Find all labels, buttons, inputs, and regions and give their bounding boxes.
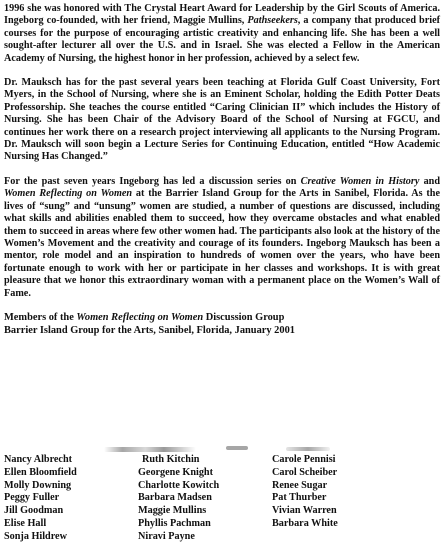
scan-artifact — [104, 447, 196, 452]
member-name: Barbara White — [272, 517, 338, 529]
paragraph-spacer — [4, 164, 440, 176]
member-name: Niravi Payne — [138, 530, 195, 542]
member-name: Phyllis Pachman — [138, 517, 211, 529]
member-name: Carole Pennisi — [272, 454, 336, 465]
member-name: Elise Hall — [4, 517, 47, 529]
member-name: Georgene Knight — [138, 466, 213, 478]
member-column-1 — [4, 454, 77, 544]
members-heading-text-2: Discussion Group — [203, 311, 285, 323]
paragraph-discussion-text-3: at the Barrier Island Group for the Arts in Sanibel, Florida. As the lives of “sung” and “unsung” women are studied, a number of questions are discussed, including what skills and abilities enabled them to succeed, how they overcame obstacles and what enabled them to succeed in areas where few other women had. The participants also look at the history of the Women’s Movement and the creativity and courage of its founders. Ingeborg Mauksch has been a mentor, role model and an inspiration to hundreds of women over the years, who have been fortunate enough to work with her or participate in her classes and workshops. It is with great pleasure that we honor this extraordinary woman with a permanent place on the Women’s Wall of Fame. — [4, 188, 440, 299]
member-name: Ellen Bloomfield — [4, 466, 77, 478]
scan-artifact — [286, 447, 330, 451]
member-name: Jill Goodman — [4, 505, 64, 517]
member-name: Sonja Hildrew — [4, 530, 67, 542]
member-name: Charlotte Kowitch — [138, 479, 220, 491]
women-reflecting-italic: Women Reflecting on Women — [4, 188, 133, 200]
members-heading-italic: Women Reflecting on Women — [76, 311, 204, 323]
creative-women-italic: Creative Women in History — [300, 175, 420, 187]
member-column-3 — [272, 454, 338, 531]
member-name: Pat Thurber — [272, 492, 327, 504]
members-subheading — [4, 325, 440, 338]
pathseekers-italic: Pathseekers — [247, 15, 298, 27]
member-name: Renee Sugar — [272, 479, 328, 491]
paragraph-teaching-text: Dr. Mauksch has for the past several years been teaching at Florida Gulf Coast University, Fort Myers, in the School of Nursing, where she is an Eminent Scholar, holding the Edith Potter Deats Professorship. She teaches the course entitled “Caring Clinician II” which includes the History of Nursing. She has been Chair of the Advisory Board of the School of Nursing at FGCU, and continues her work there on a research project interviewing all applicants to the Nursing Program. Dr. Mauksch will soon begin a Lecture Series for Continuing Education, entitled “How Academic Nursing Has Changed.” — [4, 77, 440, 163]
paragraph-awards — [4, 3, 440, 65]
member-column-2 — [138, 454, 219, 544]
member-name: Barbara Madsen — [138, 492, 212, 504]
member-name: Ruth Kitchin — [142, 454, 200, 465]
paragraph-discussion-text-1: For the past seven years Ingeborg has led a discussion series on — [4, 175, 301, 187]
members-heading-text-1: Members of the — [4, 311, 77, 323]
member-name: Carol Scheiber — [272, 466, 338, 478]
paragraph-awards-text-1: 1996 she was honored with The Crystal Heart Award for Leadership by the Girl Scouts of America. Ingeborg co-founded, with her friend, Maggie Mullins, — [4, 3, 440, 27]
members-subheading-text: Barrier Island Group for the Arts, Sanibel, Florida, January 2001 — [4, 324, 295, 336]
member-name: Peggy Fuller — [4, 492, 60, 504]
member-name: Molly Downing — [4, 479, 72, 491]
member-name: Vivian Warren — [272, 505, 337, 517]
paragraph-spacer — [4, 65, 440, 77]
members-heading — [4, 312, 440, 325]
paragraph-teaching — [4, 77, 440, 164]
paragraph-awards-text-2: , a company that produced brief courses for the purpose of encouraging artistic creativity and enhancing life. She has been a well sought-after lecturer all over the U.S. and in Israel. She was elected a Fellow in the American Academy of Nursing, the highest honor in her profession, achieved by a select few. — [4, 15, 440, 64]
member-name: Maggie Mullins — [138, 505, 207, 517]
paragraph-discussion-text-2: and — [419, 175, 440, 187]
paragraph-discussion-series — [4, 176, 440, 300]
member-name: Nancy Albrecht — [4, 454, 73, 465]
paragraph-spacer — [4, 300, 440, 312]
scan-artifact — [226, 446, 248, 450]
